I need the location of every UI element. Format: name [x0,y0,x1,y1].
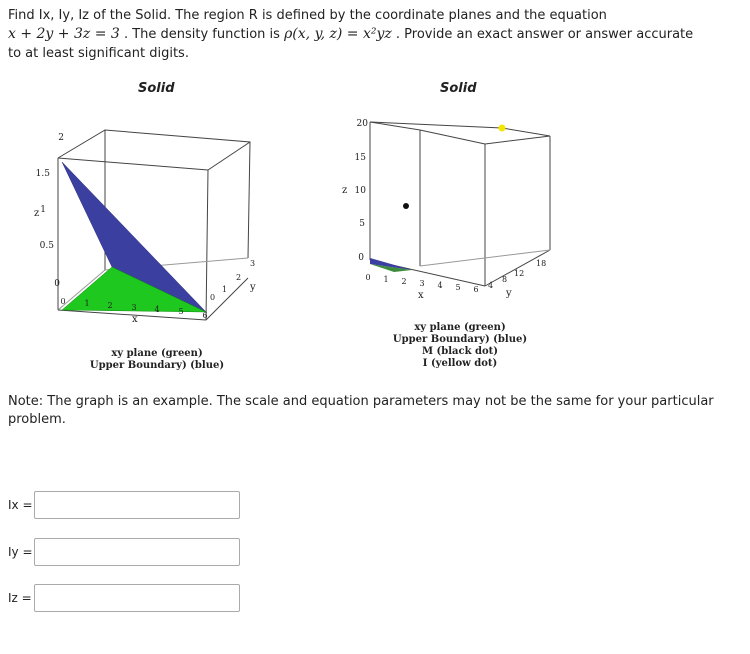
x-tick-label: 1 [84,299,90,308]
figure-right-title: Solid [440,81,477,96]
figure-left-caption [82,348,232,372]
y-axis-label: y [250,282,256,293]
figure-left-title: Solid [138,81,175,96]
inertia-i-dot [499,125,506,132]
x-axis-label: x [132,314,138,325]
x-tick-label: 0 [365,273,371,282]
figure-right [330,76,590,376]
figure-right-caption [385,322,535,370]
x-tick-label: 5 [178,307,184,316]
answer-label-iy: Iy = [8,545,33,559]
x-tick-label: 0 [60,297,66,306]
x-tick-label: 1 [383,275,389,284]
y-tick-label: 4 [488,281,494,290]
x-tick-label: 2 [401,277,407,286]
x-tick-label: 3 [419,279,425,288]
x-axis-label: x [418,290,424,301]
z-tick-label: 0.5 [39,241,54,251]
figure-left [0,76,300,376]
y-tick-label: 3 [250,259,256,268]
y-tick-label: 12 [514,269,525,278]
x-tick-label: 4 [437,281,443,290]
caption-line: xy plane (green) [414,322,506,333]
figure-left-plot [0,100,300,370]
answer-label-iz: Iz = [8,591,32,605]
question-line1: Find Ix, Iy, Iz of the Solid. The region R is defined by the coordinate planes and the equation [8,8,607,23]
caption-line: Upper Boundary) (blue) [89,360,225,371]
z-tick-label: 2 [58,133,64,143]
z-tick-label: 20 [356,119,368,129]
question-line2-mid: . The density function is [123,27,280,42]
x-tick-label: 5 [455,283,461,292]
question-line2-end: . Provide an exact answer or answer accurate [395,27,694,42]
caption-line: I (yellow dot) [422,358,498,369]
answer-label-ix: Ix = [8,498,33,512]
y-tick-label: 18 [536,259,547,268]
y-tick-label: 2 [236,273,242,282]
z-tick-label: 0 [54,279,60,289]
y-axis-label: y [506,288,512,299]
caption-line: M (black dot) [421,346,499,357]
centroid-m-dot [403,203,409,209]
caption-line: xy plane (green) [111,348,203,359]
y-tick-label: 8 [502,275,508,284]
question-line3: to at least significant digits. [8,46,189,61]
x-tick-label: 6 [202,311,208,320]
y-tick-label: 1 [222,285,228,294]
density-function: ρ(x, y, z) = x²yz [284,26,392,42]
z-axis-label: z [34,208,40,219]
z-tick-label: 5 [359,219,365,229]
z-tick-label: 0 [358,253,364,263]
note-text: Note: The graph is an example. The scale and equation parameters may not be the same for your particular problem. [8,394,714,427]
caption-line: Upper Boundary) (blue) [392,334,528,345]
x-tick-label: 2 [107,301,113,310]
x-tick-label: 6 [473,285,479,294]
z-tick-label: 10 [354,186,366,196]
z-tick-label: 15 [354,153,366,163]
z-tick-label: 1.5 [35,169,50,179]
x-tick-label: 3 [131,303,137,312]
iy-input[interactable] [34,538,240,566]
question-text [8,6,738,63]
iz-input[interactable] [34,584,240,612]
z-axis-label: z [342,185,348,196]
x-tick-label: 4 [154,305,160,314]
constraint-equation: x + 2y + 3z = 3 [8,26,120,42]
ix-input[interactable] [34,491,240,519]
z-tick-label: 1 [40,205,46,215]
y-tick-label: 0 [210,293,216,302]
